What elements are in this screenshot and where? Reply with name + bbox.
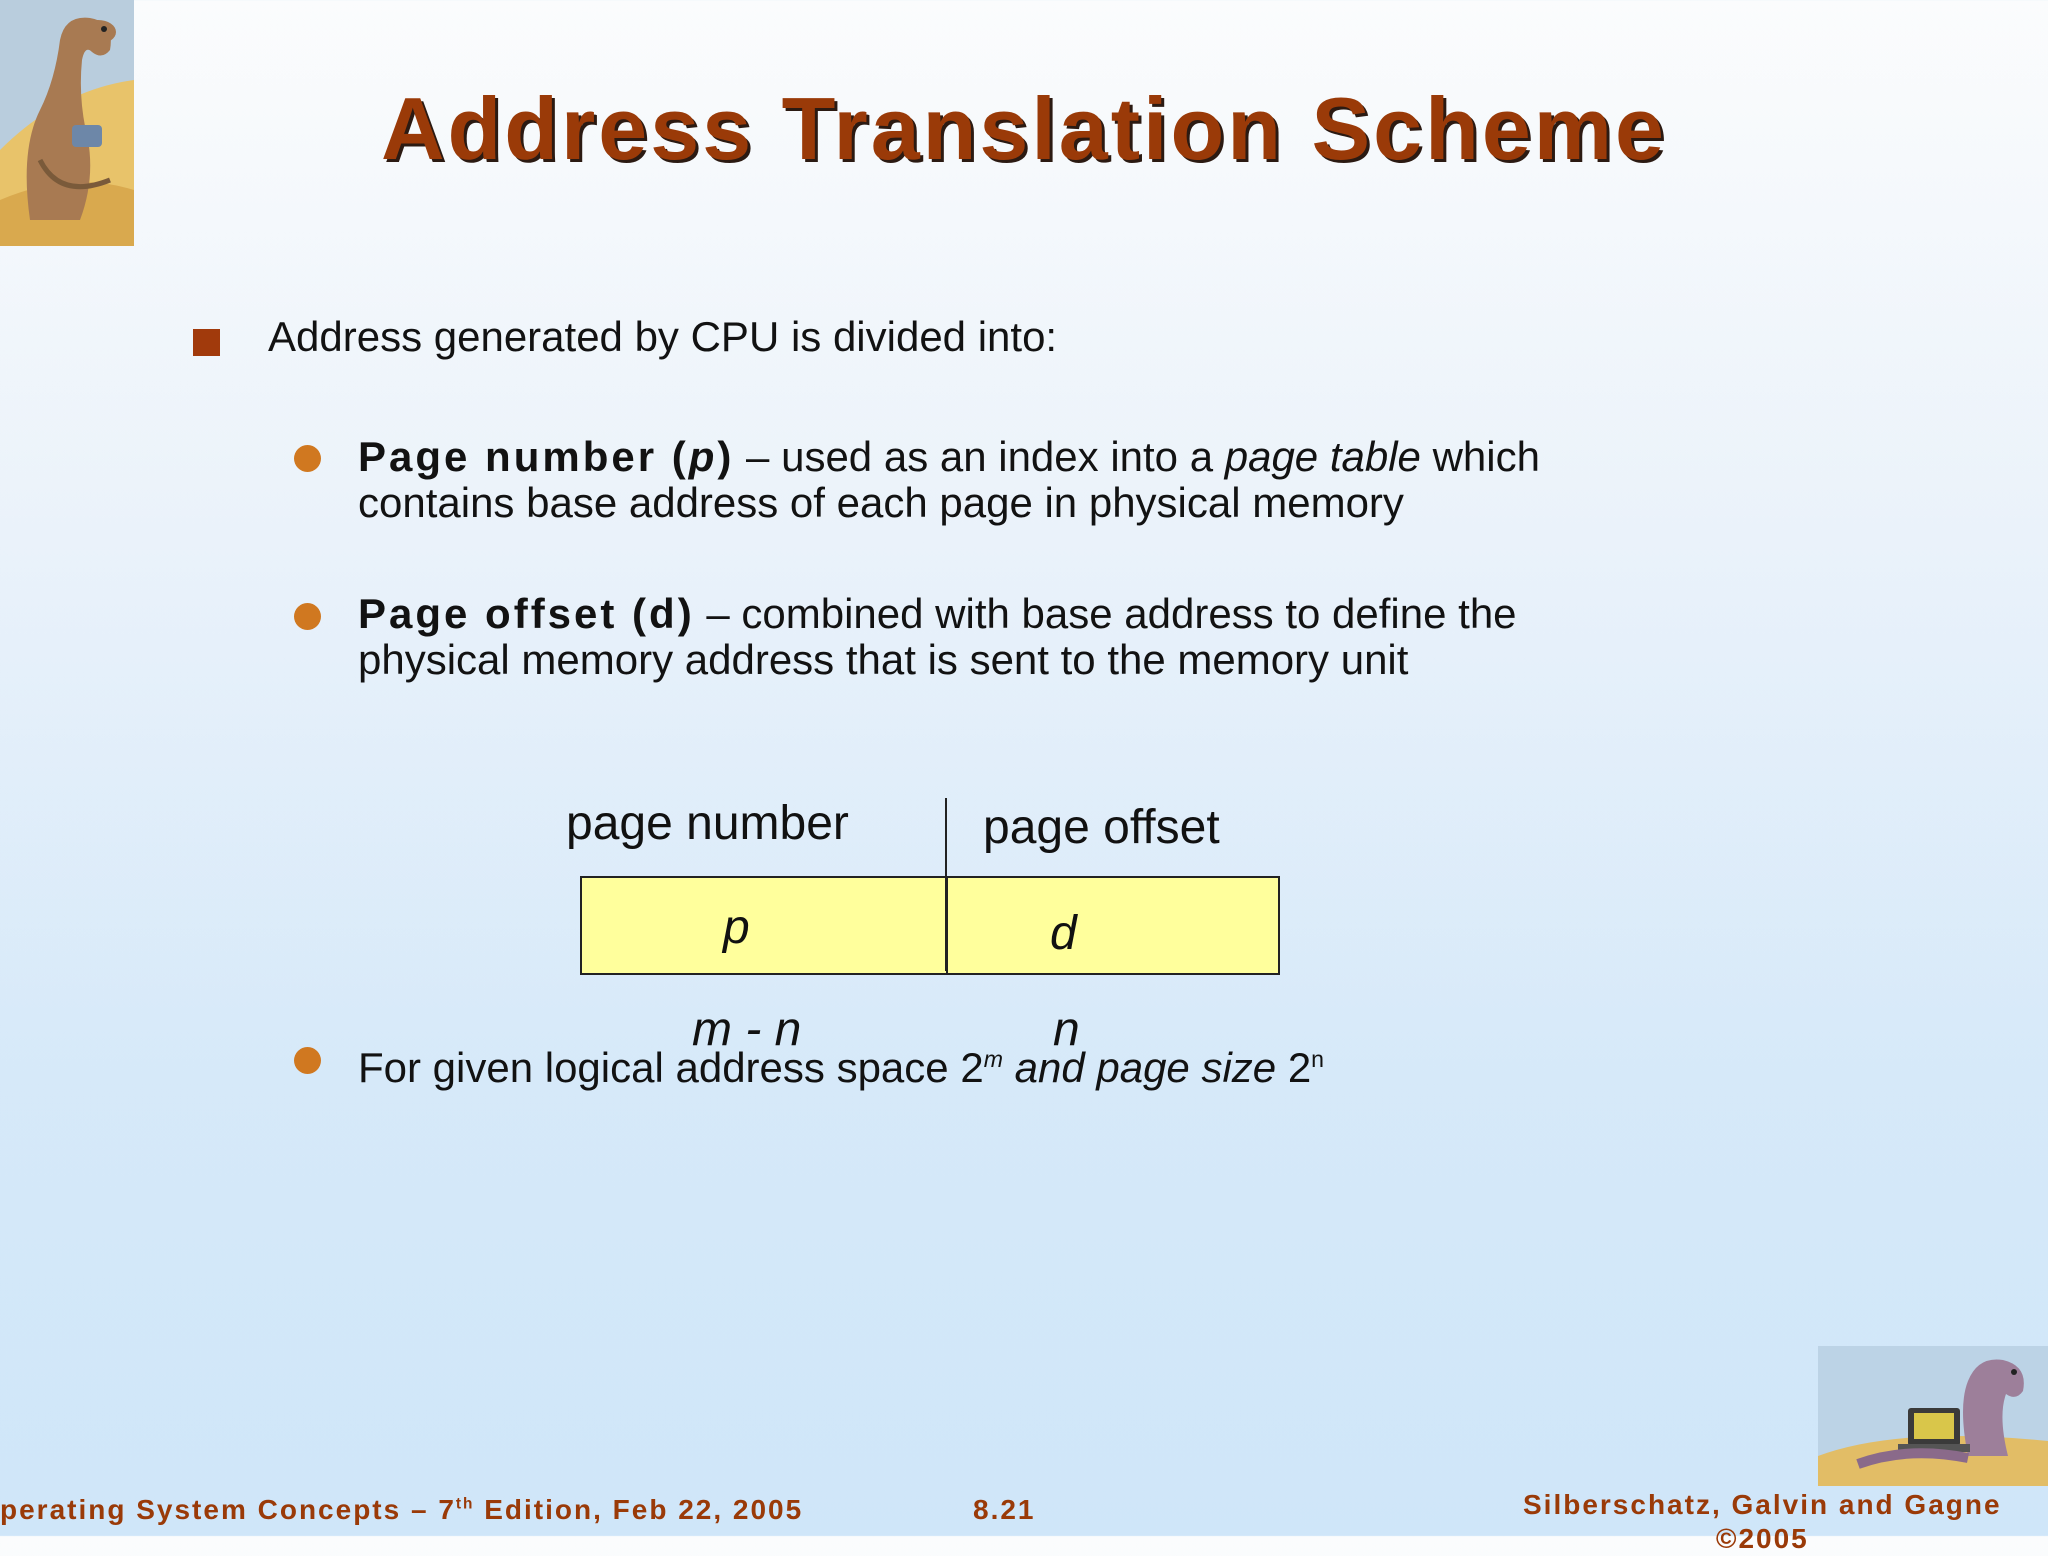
logical-address-bullet xyxy=(358,1036,1324,1091)
page-number-desc-a: – used as an index into a xyxy=(734,433,1225,480)
field-divider xyxy=(945,798,947,971)
logical-space-text: For given logical address space 2 xyxy=(358,1044,984,1091)
slide-title: Address Translation Scheme xyxy=(381,79,1667,178)
exp-m: m xyxy=(983,1046,1003,1072)
page-number-term: Page number ( xyxy=(358,433,689,480)
field-d: d xyxy=(1050,907,1077,960)
page-number-close: ) xyxy=(717,433,735,480)
footer-authors: Silberschatz, Galvin and Gagne xyxy=(1523,1489,2002,1520)
main-bullet-text: Address generated by CPU is divided into: xyxy=(268,313,1058,360)
dot-bullet-icon xyxy=(294,603,321,630)
page-size-base: 2 xyxy=(1287,1044,1312,1091)
page-number-var: p xyxy=(688,433,718,480)
dot-bullet-icon xyxy=(294,445,321,472)
page-offset-label: page offset xyxy=(983,801,1220,854)
page-number-bullet-line1 xyxy=(358,434,1540,480)
page-offset-bullet-line1 xyxy=(358,591,1517,637)
footer-sup: th xyxy=(455,1495,475,1513)
page-offset-bullet-line2: physical memory address that is sent to the memory unit xyxy=(358,636,1409,683)
footer-left xyxy=(0,1494,803,1526)
square-bullet-icon xyxy=(193,329,220,356)
footer-course: perating System Concepts – 7 xyxy=(0,1494,456,1525)
width-n: n xyxy=(1053,1003,1080,1056)
dinosaur-laptop-illustration-bottom xyxy=(1818,1346,2048,1486)
page-number-desc-b: which xyxy=(1420,433,1540,480)
page-size-text: and page size xyxy=(1002,1044,1288,1091)
page-number-label: page number xyxy=(566,797,849,850)
width-m-minus-n: m - n xyxy=(692,1003,802,1056)
footer-copyright: ©2005 xyxy=(1715,1523,1809,1554)
footer-edition: Edition, Feb 22, 2005 xyxy=(474,1494,804,1525)
footer-right xyxy=(1523,1488,2002,1556)
page-number-bullet-line2: contains base address of each page in physical memory xyxy=(358,479,1404,526)
page-table-term: page table xyxy=(1224,433,1421,480)
exp-n: n xyxy=(1311,1046,1325,1072)
page-offset-desc: – combined with base address to define the xyxy=(694,590,1517,637)
dot-bullet-icon xyxy=(294,1047,321,1074)
page-number-field xyxy=(580,876,948,975)
field-p: p xyxy=(723,901,750,954)
footer-page-number: 8.21 xyxy=(973,1494,1036,1525)
page-offset-term: Page offset (d) xyxy=(358,590,695,637)
page-offset-field xyxy=(946,876,1280,975)
